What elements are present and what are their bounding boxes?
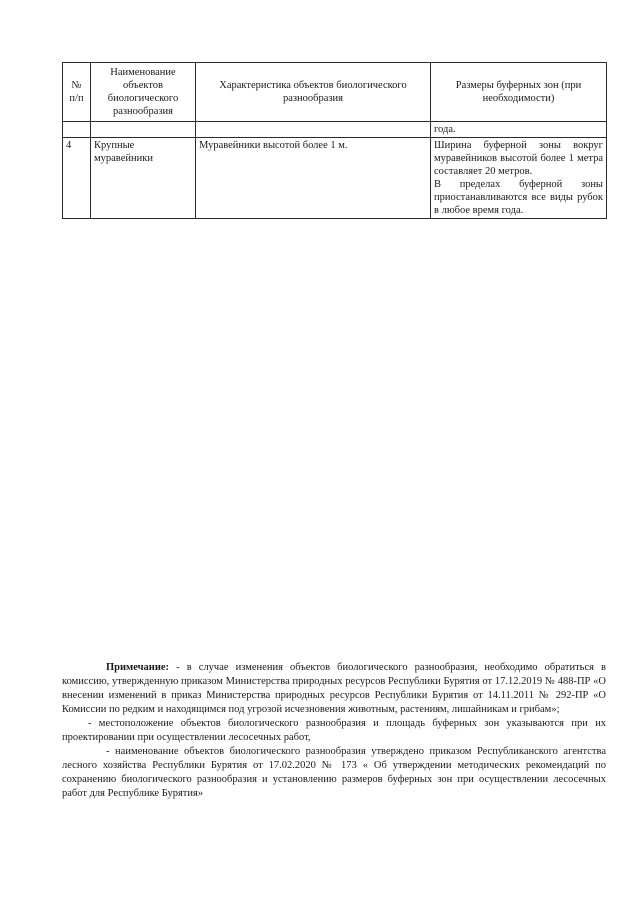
table-row [63,138,607,219]
row-number: 4 [63,138,91,219]
table-header-row [63,63,607,122]
note-label: Примечание: [106,662,170,673]
row-characteristic: Муравейники высотой более 1 м. [196,138,431,219]
buffer-zones-table [62,62,607,219]
header-number: № п/п [63,63,91,122]
continuation-text: года. [431,122,607,138]
row-object-name: Крупные муравейники [91,138,196,219]
note-text-1: - в случае изменения объектов биологического разнообразия, необходимо обратиться в комиссию, утвержденную приказом Министерства природных ресурсов Республики Бурятия от 17.12.2019 № 488-ПР «О внесении изменений в приказ Министерства природных ресурсов Республики Бурятия от 14.11.2011 № 292-ПР «О Комиссии по редким и находящимся под угрозой исчезновения животным, растениям, лишайникам и грибам»; [62,662,606,715]
table-row-continuation [63,122,607,138]
note-paragraph-3: - наименование объектов биологического разнообразия утверждено приказом Республиканского агентства лесного хозяйства Республики Бурятия от 17.02.2020 № 173 « Об утверждении методических рекомендаций по сохранению биологического разнообразия и установлению размеров буферных зон при осуществлении лесосечных работ для Республике Бурятия» [62,746,606,799]
note-paragraph-2: - местоположение объектов биологического разнообразия и площадь буферных зон указываются при их проектировании при осуществлении лесосечных работ, [62,718,606,743]
buffer-size-paragraph-1: Ширина буферной зоны вокруг муравейников высотой более 1 метра составляет 20 метров. [434,140,603,177]
header-characteristic: Характеристика объектов биологического разнообразия [196,63,431,122]
note-section [62,661,606,801]
header-buffer-size: Размеры буферных зон (при необходимости) [431,63,607,122]
note-paragraph-1 [62,661,606,717]
row-buffer-size [431,138,607,219]
header-object-name: Наименование объектов биологического разнообразия [91,63,196,122]
buffer-size-paragraph-2: В пределах буферной зоны приостанавливаются все виды рубок в любое время года. [434,179,603,216]
